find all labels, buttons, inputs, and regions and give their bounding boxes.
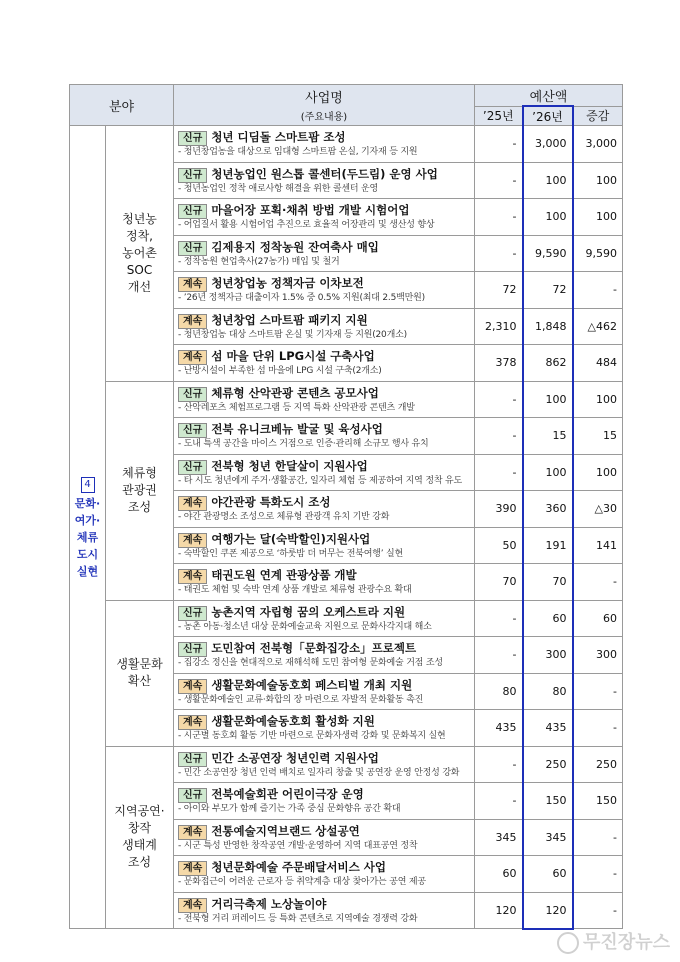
table-row [70, 126, 623, 163]
category-number: 4 [81, 477, 95, 493]
budget-2026-cell: 60 [523, 856, 573, 893]
table-row [70, 746, 623, 783]
budget-2026-cell: 191 [523, 527, 573, 564]
subcategory-cell: 청년농 정착, 농어촌 SOC 개선 [106, 126, 174, 382]
budget-2026-cell: 80 [523, 673, 573, 710]
budget-2025-cell: 2,310 [475, 308, 523, 345]
project-cell [174, 746, 475, 783]
project-cell [174, 199, 475, 236]
budget-2026-cell: 60 [523, 600, 573, 637]
subcategory-cell: 지역공연· 창작 생태계 조성 [106, 746, 174, 929]
project-desc: - 시군별 동호회 활동 기반 마련으로 문화자생력 강화 및 문화복지 실현 [178, 731, 446, 742]
budget-change-cell: 100 [573, 381, 623, 418]
project-cell [174, 673, 475, 710]
budget-change-cell: 100 [573, 199, 623, 236]
project-title: 청년농업인 원스톱 콜센터(두드림) 운영 사업 [211, 166, 438, 181]
budget-change-cell: 250 [573, 746, 623, 783]
project-title: 거리극축제 노상놀이야 [211, 896, 327, 911]
project-title: 마을어장 포획·채취 방법 개발 시험어업 [211, 203, 410, 218]
budget-2026-cell: 435 [523, 710, 573, 747]
budget-change-cell: - [573, 564, 623, 601]
budget-change-cell: 300 [573, 637, 623, 674]
project-desc: - 타 시도 청년에게 주거·생활공간, 일자리 체험 등 제공하여 지역 정착 유도 [178, 475, 462, 486]
budget-2025-cell: 435 [475, 710, 523, 747]
budget-2026-cell: 9,590 [523, 235, 573, 272]
project-title: 청년창업농 정책자금 이차보전 [211, 276, 364, 291]
table-row [70, 381, 623, 418]
project-desc: - 농촌 아동·청소년 대상 문화예술교육 지원으로 문화사각지대 해소 [178, 621, 432, 632]
budget-2025-cell: 80 [475, 673, 523, 710]
project-tag: 신규 [178, 642, 207, 657]
project-cell [174, 819, 475, 856]
project-cell [174, 783, 475, 820]
budget-2025-cell: 378 [475, 345, 523, 382]
budget-2025-cell: - [475, 381, 523, 418]
project-cell [174, 418, 475, 455]
project-tag: 계속 [178, 314, 207, 329]
budget-2026-cell: 250 [523, 746, 573, 783]
category-cell [70, 126, 106, 929]
project-desc: - 숙박할인 쿠폰 제공으로 ‘하룻밤 더 머무는 전북여행’ 실현 [178, 548, 404, 559]
project-title-line [178, 494, 470, 511]
budget-2026-cell: 300 [523, 637, 573, 674]
project-title-line [178, 823, 470, 840]
budget-2025-cell: 60 [475, 856, 523, 893]
budget-2026-cell: 15 [523, 418, 573, 455]
project-desc: - 태권도 체험 및 숙박 연계 상품 개발로 체류형 관광수요 확대 [178, 585, 412, 596]
budget-2025-cell: 345 [475, 819, 523, 856]
project-desc: - 청년창업농 대상 스마트팜 온실 및 기자재 등 지원(20개소) [178, 329, 407, 340]
project-desc: - 도내 특색 공간을 마이스 거점으로 인증·관리해 소규모 행사 유치 [178, 439, 429, 450]
header-project-title: 사업명 [305, 91, 343, 106]
header-project-sub: (주요내용) [300, 112, 348, 123]
budget-change-cell: 484 [573, 345, 623, 382]
header-field: 분야 [70, 85, 174, 126]
project-tag: 신규 [178, 131, 207, 146]
budget-change-cell: 100 [573, 454, 623, 491]
project-desc: - 생활문화예술인 교류·화합의 장 마련으로 자발적 문화활동 촉진 [178, 694, 424, 705]
budget-2026-cell: 1,848 [523, 308, 573, 345]
budget-2026-cell: 862 [523, 345, 573, 382]
subcategory-cell: 생활문화 확산 [106, 600, 174, 746]
project-tag: 계속 [178, 898, 207, 913]
budget-2025-cell: 70 [475, 564, 523, 601]
budget-2026-cell: 100 [523, 381, 573, 418]
project-title-line [178, 312, 470, 329]
budget-2025-cell: 50 [475, 527, 523, 564]
project-title-line [178, 531, 470, 548]
project-title: 농촌지역 자립형 꿈의 오케스트라 지원 [211, 604, 406, 619]
project-title-line [178, 202, 470, 219]
watermark-logo-icon [557, 932, 579, 954]
project-title-line [178, 713, 470, 730]
budget-2026-cell: 360 [523, 491, 573, 528]
budget-2025-cell: - [475, 418, 523, 455]
project-title-line [178, 896, 470, 913]
budget-2025-cell: 72 [475, 272, 523, 309]
project-desc: - 난방시설이 부족한 섬 마을에 LPG 시설 구축(2개소) [178, 366, 382, 377]
project-cell [174, 381, 475, 418]
project-title-line [178, 129, 470, 146]
project-cell [174, 308, 475, 345]
project-tag: 신규 [178, 752, 207, 767]
project-cell [174, 600, 475, 637]
budget-2025-cell: 120 [475, 892, 523, 929]
project-cell [174, 162, 475, 199]
budget-2026-cell: 3,000 [523, 126, 573, 163]
budget-change-cell: 15 [573, 418, 623, 455]
project-title: 생활문화예술동호회 활성화 지원 [211, 714, 375, 729]
project-tag: 계속 [178, 715, 207, 730]
project-title: 청년문화예술 주문배달서비스 사업 [211, 860, 386, 875]
budget-2026-cell: 345 [523, 819, 573, 856]
project-cell [174, 637, 475, 674]
project-title-line [178, 750, 470, 767]
budget-table [69, 84, 623, 930]
project-title: 생활문화예술동호회 페스티벌 개최 지원 [211, 677, 413, 692]
budget-change-cell: 150 [573, 783, 623, 820]
budget-2025-cell: - [475, 454, 523, 491]
project-tag: 신규 [178, 168, 207, 183]
project-tag: 계속 [178, 569, 207, 584]
project-title: 청년창업 스마트팜 패키지 지원 [211, 312, 368, 327]
project-desc: - 아이와 부모가 함께 즐기는 가족 중심 문화향유 공간 확대 [178, 804, 401, 815]
project-tag: 계속 [178, 679, 207, 694]
header-change: 증감 [573, 106, 623, 126]
budget-2025-cell: - [475, 600, 523, 637]
project-title-line [178, 604, 470, 621]
project-tag: 신규 [178, 423, 207, 438]
budget-change-cell: 3,000 [573, 126, 623, 163]
project-title-line [178, 239, 470, 256]
project-desc: - 청년농업인 정착 애로사항 해결을 위한 콜센터 운영 [178, 183, 379, 194]
project-desc: - 문화접근이 어려운 근로자 등 취약계층 대상 찾아가는 공연 제공 [178, 877, 426, 888]
budget-change-cell: △462 [573, 308, 623, 345]
budget-2025-cell: - [475, 637, 523, 674]
category-label: 문화· 여가· 체류 도시 실현 [74, 496, 101, 578]
project-cell [174, 345, 475, 382]
project-title: 체류형 산악관광 콘텐츠 공모사업 [211, 385, 379, 400]
project-title: 야간관광 특화도시 조성 [211, 495, 331, 510]
project-title: 여행가는 달(숙박할인)지원사업 [211, 531, 371, 546]
budget-change-cell: 141 [573, 527, 623, 564]
budget-change-cell: - [573, 819, 623, 856]
header-y26: ’26년 [523, 106, 573, 126]
project-title: 전북예술회관 어린이극장 운영 [211, 787, 364, 802]
project-title: 도민참여 전북형「문화집강소」프로젝트 [211, 641, 417, 656]
project-title-line [178, 458, 470, 475]
project-tag: 신규 [178, 460, 207, 475]
budget-table-container [69, 84, 622, 930]
project-title-line [178, 166, 470, 183]
project-tag: 신규 [178, 387, 207, 402]
budget-change-cell: - [573, 710, 623, 747]
project-title-line [178, 567, 470, 584]
project-desc: - 산악레포츠 체험프로그램 등 지역 특화 산악관광 콘텐츠 개발 [178, 402, 415, 413]
project-title: 전통예술지역브랜드 상설공연 [211, 823, 360, 838]
budget-2026-cell: 100 [523, 199, 573, 236]
watermark [557, 928, 670, 954]
project-title: 섬 마을 단위 LPG시설 구축사업 [211, 349, 375, 364]
project-cell [174, 454, 475, 491]
project-title-line [178, 421, 470, 438]
project-tag: 계속 [178, 277, 207, 292]
budget-change-cell: - [573, 673, 623, 710]
header-project [174, 85, 475, 126]
project-desc: - 시군 특성 반영한 창작공연 개발·운영하여 지역 대표공연 정착 [178, 840, 418, 851]
header-budget: 예산액 [475, 85, 623, 107]
budget-2025-cell: - [475, 746, 523, 783]
project-cell [174, 527, 475, 564]
project-title-line [178, 677, 470, 694]
project-cell [174, 235, 475, 272]
project-desc: - ’26년 정책자금 대출이자 1.5% 중 0.5% 지원(최대 2.5백만원) [178, 293, 425, 304]
budget-2025-cell: - [475, 783, 523, 820]
budget-2025-cell: - [475, 199, 523, 236]
project-cell [174, 892, 475, 929]
project-title: 청년 디딤돌 스마트팜 조성 [211, 130, 346, 145]
project-tag: 계속 [178, 533, 207, 548]
project-desc: - 전북형 거리 퍼레이드 등 특화 콘텐츠로 지역예술 경쟁력 강화 [178, 913, 418, 924]
project-cell [174, 710, 475, 747]
project-desc: - 어업질서 활용 시험어업 추진으로 효율적 어장관리 및 생산성 향상 [178, 220, 435, 231]
budget-2026-cell: 100 [523, 454, 573, 491]
project-title-line [178, 385, 470, 402]
project-tag: 계속 [178, 496, 207, 511]
project-desc: - 야간 관광명소 조성으로 체류형 관광객 유치 기반 강화 [178, 512, 390, 523]
budget-change-cell: - [573, 856, 623, 893]
project-cell [174, 126, 475, 163]
budget-2026-cell: 70 [523, 564, 573, 601]
header-y25: ’25년 [475, 106, 523, 126]
project-tag: 신규 [178, 788, 207, 803]
table-row [70, 600, 623, 637]
project-tag: 신규 [178, 204, 207, 219]
project-title-line [178, 275, 470, 292]
project-title-line [178, 786, 470, 803]
table-body [70, 126, 623, 929]
budget-change-cell: △30 [573, 491, 623, 528]
project-tag: 계속 [178, 861, 207, 876]
budget-2025-cell: 390 [475, 491, 523, 528]
project-desc: - 집강소 정신을 현대적으로 재해석해 도민 참여형 문화예술 거점 조성 [178, 658, 443, 669]
budget-change-cell: 100 [573, 162, 623, 199]
budget-change-cell: 9,590 [573, 235, 623, 272]
budget-2026-cell: 150 [523, 783, 573, 820]
budget-2026-cell: 100 [523, 162, 573, 199]
budget-2025-cell: - [475, 162, 523, 199]
budget-change-cell: - [573, 892, 623, 929]
project-title: 태권도원 연계 관광상품 개발 [211, 568, 357, 583]
budget-2026-cell: 72 [523, 272, 573, 309]
project-title: 김제용지 정착농원 잔여축사 매입 [211, 239, 379, 254]
project-cell [174, 491, 475, 528]
budget-change-cell: - [573, 272, 623, 309]
project-cell [174, 564, 475, 601]
project-title: 전북 유니크베뉴 발굴 및 육성사업 [211, 422, 383, 437]
project-desc: - 민간 소공연장 청년 인력 배치로 일자리 창출 및 공연장 운영 안정성 강화 [178, 767, 460, 778]
project-cell [174, 856, 475, 893]
project-desc: - 정착농원 현업축사(27농가) 매입 및 철거 [178, 256, 340, 267]
project-title-line [178, 348, 470, 365]
budget-2025-cell: - [475, 126, 523, 163]
project-tag: 계속 [178, 825, 207, 840]
project-title: 전북형 청년 한달살이 지원사업 [211, 458, 368, 473]
project-title-line [178, 859, 470, 876]
budget-change-cell: 60 [573, 600, 623, 637]
project-title: 민간 소공연장 청년인력 지원사업 [211, 750, 379, 765]
budget-2026-cell: 120 [523, 892, 573, 929]
project-cell [174, 272, 475, 309]
project-tag: 신규 [178, 606, 207, 621]
project-title-line [178, 640, 470, 657]
watermark-text: 무진장뉴스 [583, 932, 670, 953]
subcategory-cell: 체류형 관광권 조성 [106, 381, 174, 600]
budget-2025-cell: - [475, 235, 523, 272]
project-desc: - 청년창업농을 대상으로 임대형 스마트팜 온실, 기자재 등 지원 [178, 147, 418, 158]
project-tag: 계속 [178, 350, 207, 365]
project-tag: 신규 [178, 241, 207, 256]
